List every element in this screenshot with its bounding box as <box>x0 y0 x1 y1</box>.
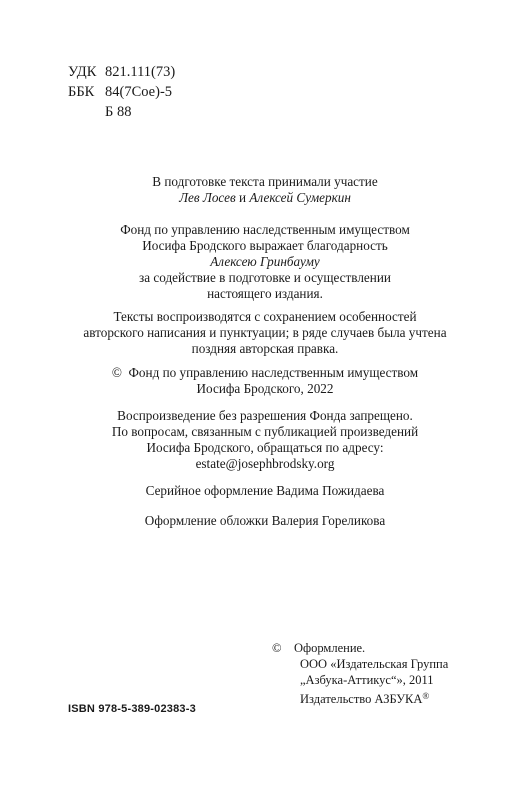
fund-copyright-line-1 <box>0 365 512 381</box>
participants-block <box>0 174 512 206</box>
contact-email: estate@josephbrodsky.org <box>195 456 335 471</box>
publisher-line-2: ООО «Издательская Группа <box>300 657 449 671</box>
udk-label: УДК <box>68 64 97 80</box>
participant-name-2: Алексей Сумеркин <box>249 190 351 205</box>
cover-design: Оформление обложки Валерия Гореликова <box>144 513 386 528</box>
publisher-copyright-block <box>272 640 448 707</box>
publisher-name: Издательство АЗБУКА <box>300 692 423 706</box>
participant-name-1: Лев Лосев <box>179 190 236 205</box>
texts-note-line-1: Тексты воспроизводятся с сохранением особенностей <box>113 309 417 324</box>
reproduction-line-2: По вопросам, связанным с публикацией произведений <box>111 424 419 439</box>
texts-note-line-3: поздняя авторская правка. <box>191 341 339 356</box>
series-design: Серийное оформление Вадима Пожидаева <box>145 483 385 498</box>
gratitude-line-4: за содействие в подготовке и осуществлении <box>139 270 391 285</box>
participants-names <box>0 190 512 206</box>
participants-conjunction: и <box>235 190 250 205</box>
reproduction-block <box>0 408 512 472</box>
udk-value: 821.111(73) <box>105 64 176 80</box>
classification-block <box>68 62 175 122</box>
gratitude-line-5: настоящего издания. <box>207 286 323 301</box>
gratitude-block <box>0 222 512 302</box>
copyright-symbol: © <box>111 365 122 380</box>
author-mark: Б 88 <box>105 104 132 120</box>
fund-copyright-line-2: Иосифа Бродского, 2022 <box>196 381 334 396</box>
participants-intro: В подготовке текста принимали участие <box>152 174 378 189</box>
fund-copyright-block <box>0 365 512 397</box>
gratitude-name: Алексею Гринбауму <box>210 254 320 269</box>
publisher-design-label: Оформление. <box>294 641 366 655</box>
reproduction-line-1: Воспроизведение без разрешения Фонда запрещено. <box>117 408 413 423</box>
publisher-copyright-line-1 <box>272 640 448 656</box>
bbk-label: ББК <box>68 84 95 100</box>
gratitude-line-1: Фонд по управлению наследственным имуществом <box>120 222 410 237</box>
author-mark-row <box>68 102 175 122</box>
publisher-line-4 <box>272 688 448 707</box>
texts-note-line-2: авторского написания и пунктуации; в ряде случаев была учтена <box>83 325 447 340</box>
isbn: ISBN 978-5-389-02383-3 <box>68 703 196 715</box>
fund-copyright-text-1: Фонд по управлению наследственным имуществом <box>128 365 419 380</box>
registered-mark: ® <box>422 691 430 701</box>
udk-row <box>68 62 175 82</box>
cover-design-block <box>0 513 512 529</box>
series-design-block <box>0 483 512 499</box>
reproduction-line-3: Иосифа Бродского, обращаться по адресу: <box>146 440 384 455</box>
publisher-line-3: „Азбука-Аттикус“», 2011 <box>300 673 434 687</box>
bbk-row <box>68 82 175 102</box>
bbk-value: 84(7Сое)-5 <box>105 84 173 100</box>
gratitude-line-2: Иосифа Бродского выражает благодарность <box>142 238 388 253</box>
publisher-copyright-symbol: © <box>272 641 282 655</box>
texts-note-block <box>0 309 512 357</box>
